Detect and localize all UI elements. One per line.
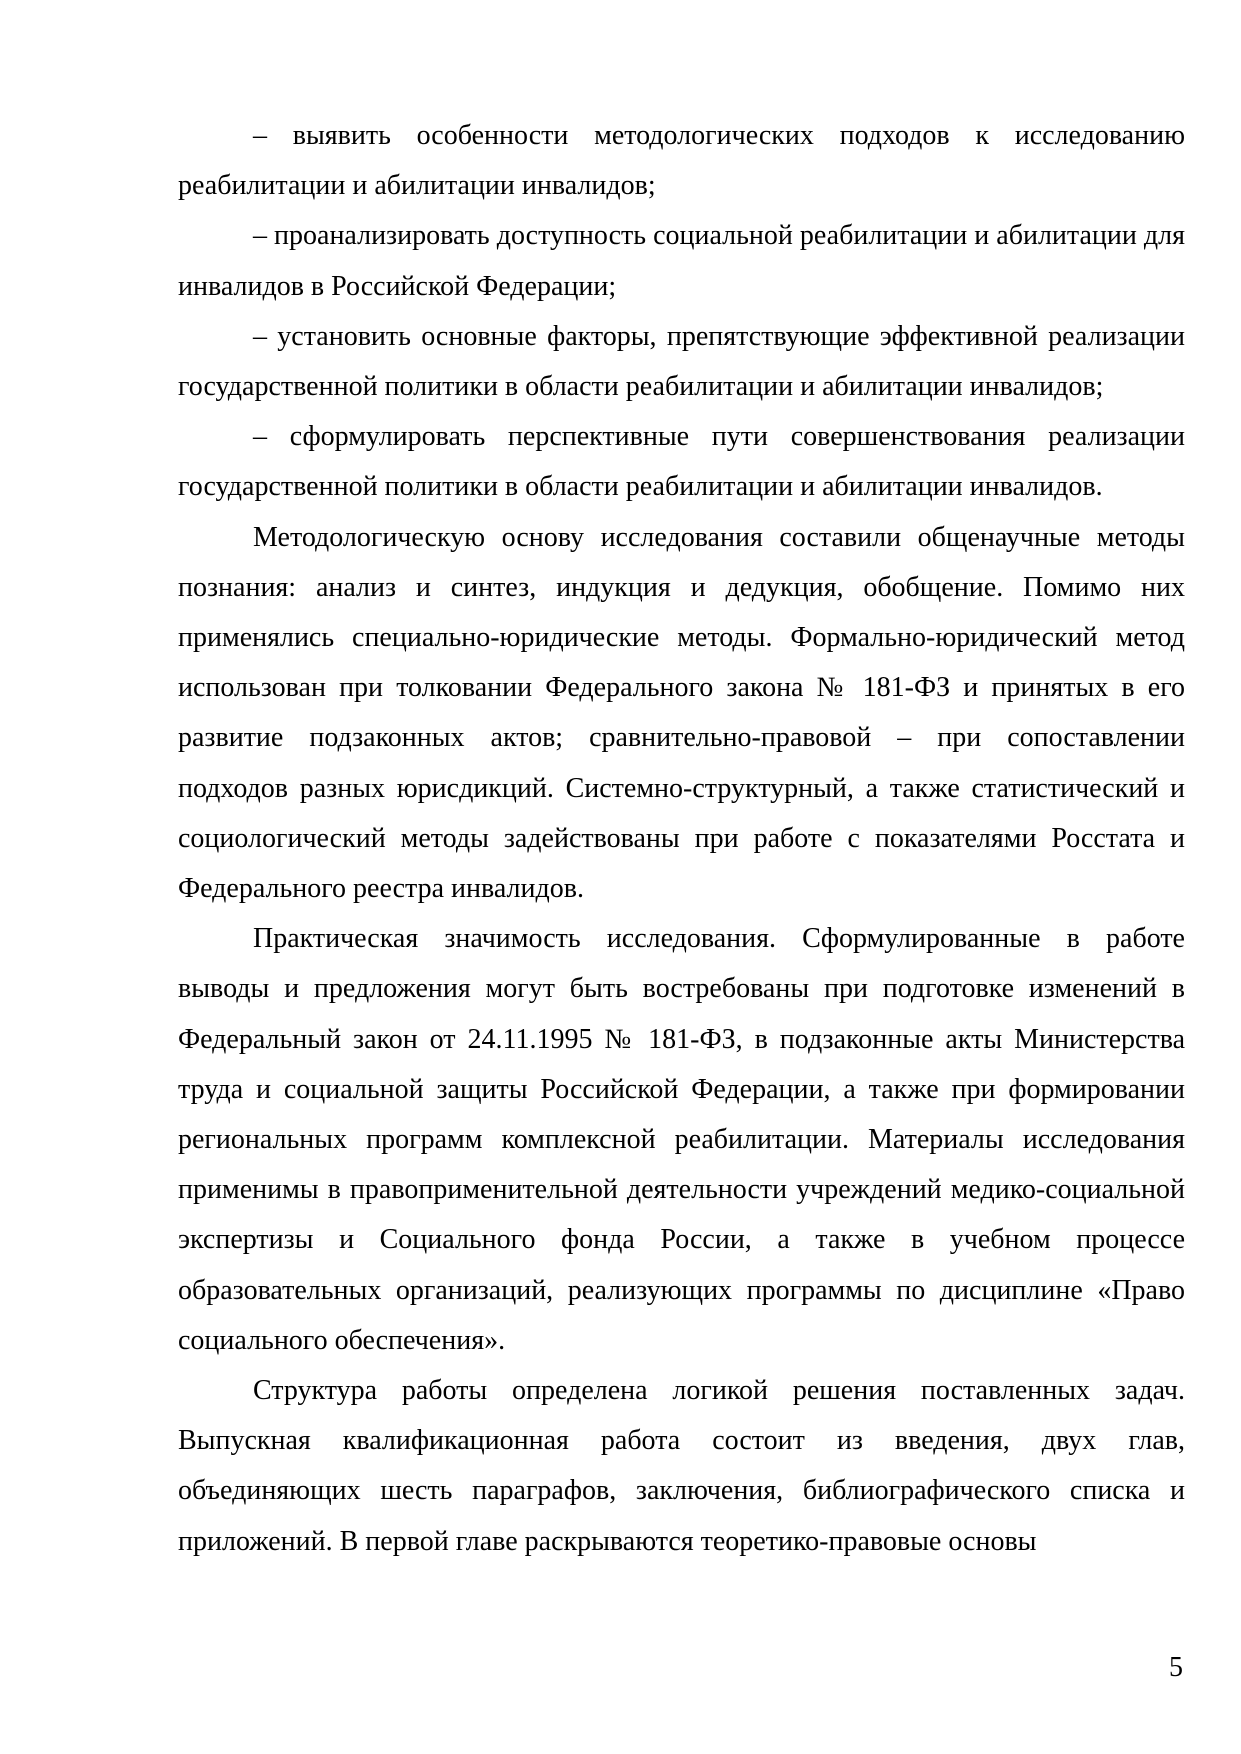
task-item-methodology: – выявить особенности методологических подходов к исследованию реабилитации и абилитации инвалидов; <box>178 120 1185 202</box>
paragraph-practical-significance: Практическая значимость исследования. Сформулированные в работе выводы и предложения могут быть востребованы при подготовке изменений в Федеральный закон от 24.11.1995 № 181-ФЗ, в подзаконные акты Министерства труда и социальной защиты Российской Федерации, а также при формировании региональных программ комплексной реабилитации. Материалы исследования применимы в правоприменительной деятельности учреждений медико-социальной экспертизы и Социального фонда России, а также в учебном процессе образовательных организаций, реализующих программы по дисциплине «Право социального обеспечения». <box>178 923 1185 1356</box>
task-item-improvement: – сформулировать перспективные пути совершенствования реализации государственной политики в области реабилитации и абилитации инвалидов. <box>178 421 1185 503</box>
paragraph-methodology: Методологическую основу исследования составили общенаучные методы познания: анализ и синтез, индукция и дедукция, обобщение. Помимо них применялись специально-юридические методы. Формально-юридический метод использован при толковании Федерального закона № 181-ФЗ и принятых в его развитие подзаконных актов; сравнительно-правовой – при сопоставлении подходов разных юрисдикций. Системно-структурный, а также статистический и социологический методы задействованы при работе с показателями Росстата и Федерального реестра инвалидов. <box>178 521 1185 905</box>
paragraph-structure: Структура работы определена логикой решения поставленных задач. Выпускная квалификационная работа состоит из введения, двух глав, объединяющих шесть параграфов, заключения, библиографического списка и приложений. В первой главе раскрываются теоретико-правовые основы <box>178 1375 1185 1557</box>
task-item-accessibility: – проанализировать доступность социальной реабилитации и абилитации для инвалидов в Российской Федерации; <box>178 220 1185 302</box>
page-number: 5 <box>1169 1652 1183 1683</box>
document-body <box>178 111 1185 1567</box>
task-item-factors: – установить основные факторы, препятствующие эффективной реализации государственной политики в области реабилитации и абилитации инвалидов; <box>178 320 1185 403</box>
